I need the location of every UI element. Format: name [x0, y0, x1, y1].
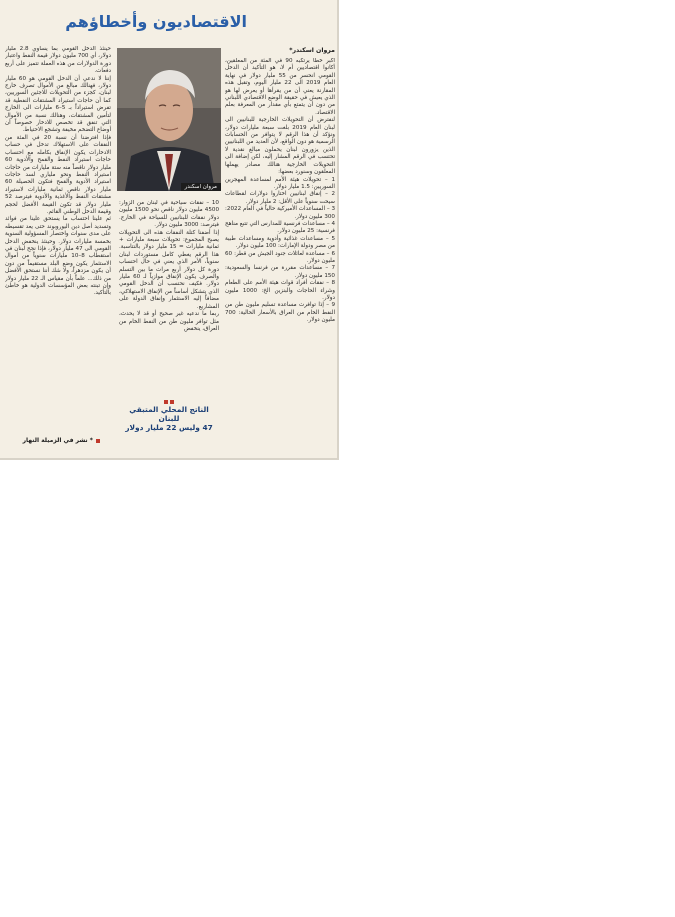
paragraph: إننا لا ندعي أن الدخل القومي هو 60 مليار دولار، فهنالك مبالغ من الأموال تصرف خارج لبنان، كجزء من التحويلات للاجئين السوريين، كما أن حاجات استيراد المشتقات النفطية قد تفرض استيراداً بـ 5–6 مليارات الى الخارج لتأمين المشتقات، وهنالك نسبة من الأموال التي تنفق قد تخصص للادخار خصوصاً أن أوضاع التضخم مخيفة وتشجع الاحتياط. [5, 75, 111, 134]
decorative-squares [121, 398, 217, 405]
paragraph: لنفترض أن التحويلات الخارجية للبنانيين الى لبنان العام 2019 بلغت سبعة مليارات دولار، ونؤكد أن هذا الرقم لا يتوافر من الحسابات الرسمية هو دون الواقع، لأن العديد من اللبنانيين الذين يزورون لبنان يحملون مبالغ نقدية لا تحتسب في الرقم المشار إليه، لكن إضافة الى التحويلات الخارجية هنالك مصادر يهملها المعلقون وسنورد بعضها: [225, 117, 335, 176]
article-column-left [5, 46, 111, 446]
credit-text: * نشر في الزميلة النهار [22, 437, 93, 444]
pull-quote-line-1: الناتج المحلي المتبقي للبنان [129, 405, 209, 423]
paragraph: 10 – نفقات سياحية في لبنان من الزوار: 4500 مليون دولار ناقص نحو 1500 مليون دولار نفقات للبنانيين للسياحة في الخارج. فيترصد: 3000 مليون دولار. [119, 200, 219, 229]
list-item: 5 – مساعدات غذائية وأدوية ومساعدات طبية من مصر ودولة الإمارات: 100 مليون دولار. [225, 235, 335, 250]
list-item: 1 – تحويلات هيئة الأمم لمساعدة المهجرين السوريين: 1.5 مليار دولار. [225, 176, 335, 190]
paragraph: ثم علينا احتساب ما يستحق علينا من فوائد وتسديد أصل دين اليوروبوند حتى يعد تقسيطه على مدى سنوات واختصار المسؤولية السنوية بخمسة مليارات دولار. وحينئذ ينخفض الدخل القومي الى 47 مليار دولار، فإذا نجح لبنان في استقطاب 8–10 مليارات سنوياً من أموال الاستثمار يكون وضع البلد مستقيماً من دون أن يكون مزدهراً، ولا شك أننا نستحق الأفضل من ذلك... علماً بأن مقياس الـ 22 مليار دولار وإن تبنته بعض المؤسسات الدولية هو خاطئ بالتأكيد. [5, 216, 111, 297]
article-column-middle [119, 200, 219, 380]
list-item: 4 – مساعدات فرنسية للمدارس التي تتبع مناهج فرنسية: 25 مليون دولار. [225, 220, 335, 235]
paragraph: حينئذ الدخل القومي بما يساوي 2.8 مليار دولار، أي 700 مليون دولار قيمة النفط واعتبار دورة الدولارات من هذه العملة تتميز على أربع دفعات. [5, 46, 111, 75]
paragraph: ربما ما ندعيه غير صحيح أو قد لا يحدث، مثل توافر مليون طن من النفط الخام من العراق، ينخفض [119, 311, 219, 332]
list-item: 6 – مساعدة لعائلات جنود الجيش من قطر: 60 مليون دولار. [225, 250, 335, 264]
article-column-right [225, 58, 335, 448]
list-item: 7 – مساعدات مقررة من فرنسا والسعودية: 150 مليون دولار. [225, 265, 335, 279]
byline: مروان اسكندر* [289, 47, 335, 54]
paragraph: فإذا افترضنا أن نسبة 20 في المئة من النفقات على الاستهلاك تدخل في حساب الادخارات يكون الإنفاق بكامله مع احتساب حاجات استيراد النفط والقمح والأدوية 60 مليار دولار ناقصاً منه ستة مليارات من حاجات استيراد النفط ونحو ملياري لسد حاجات استيراد الأدوية والقمح فتكون الحصيلة 60 مليار دولار ناقص ثمانية مليارات لاستيراد مشتقات النفط والأغذية والأدوية فيترصد 52 مليار دولار قد تكون القيمة الأفضل لحجم وقيمة الدخل الوطني القائم. [5, 134, 111, 215]
list-item: 8 – نفقات أفراد قوات هيئة الأمم على الطعام وشراء الحاجات والبنزين الخ: 1000 مليون دولار. [225, 280, 335, 301]
source-credit [23, 437, 101, 444]
credit-square-icon [96, 439, 100, 443]
paragraph: أكبر خطأ يرتكبه 90 في المئة من المعلقين، أكانوا اقتصاديين أم لا، هو التأكيد أن الدخل القومي انحسر من 55 مليار دولار في نهاية العام 2019 الى 22 مليار اليوم، وتقبل هذه المقارنة يعني أن من يقرأها أو يعرض لها هو الذي يعيش في حقيقة الوضع الاقتصادي اللبناني من دون أن يتمتع بأي مقدار من المعرفة بعلم الاقتصاد. [225, 58, 335, 116]
list-item: 2 – إنفاق لبنانيين اختاروا دولارات لقطاعات سيحت سنوياً على الأقل: 2 مليار دولار. [225, 191, 335, 205]
author-photo [117, 48, 221, 191]
newspaper-clipping [0, 0, 339, 460]
paragraph: إذا أضفنا كتلة النفقات هذه الى التحويلات يصبح المجموع: تحويلات سبعة مليارات + ثمانية مليارات = 15 مليار دولار بالنتاسبة. هذا الرقم يغطي كامل مستوردات لبنان سنوياً، الأمر الذي يعني في حال احتساب دورة كل دولار أربع مرات ما بين التسلم والصرف يكون الإنفاق موازياً لـ 60 مليار دولار. فكيف نحتسب أن الدخل القومي الذي يتشكل أساساً من الإنفاق الاستهلاكي، مضافاً إليه الاستثمار وإنفاق الدولة على المشاريع. [119, 229, 219, 310]
photo-caption: مروان اسكندر [181, 183, 221, 191]
portrait-image [117, 48, 221, 191]
headline: الاقتصاديون وأخطاؤهم [65, 12, 247, 31]
pull-quote [121, 398, 217, 432]
pull-quote-line-2: 47 وليس 22 مليار دولار [125, 423, 213, 432]
list-item: 3 – المساعدات الأميركية حالياً في العام 2022: 300 مليون دولار. [225, 206, 335, 220]
list-item: 9 – إذا توافرت مساعدة تسليم مليون طن من النفط الخام من العراق بالأسعار الحالية: 700 مليون دولار. [225, 302, 335, 324]
